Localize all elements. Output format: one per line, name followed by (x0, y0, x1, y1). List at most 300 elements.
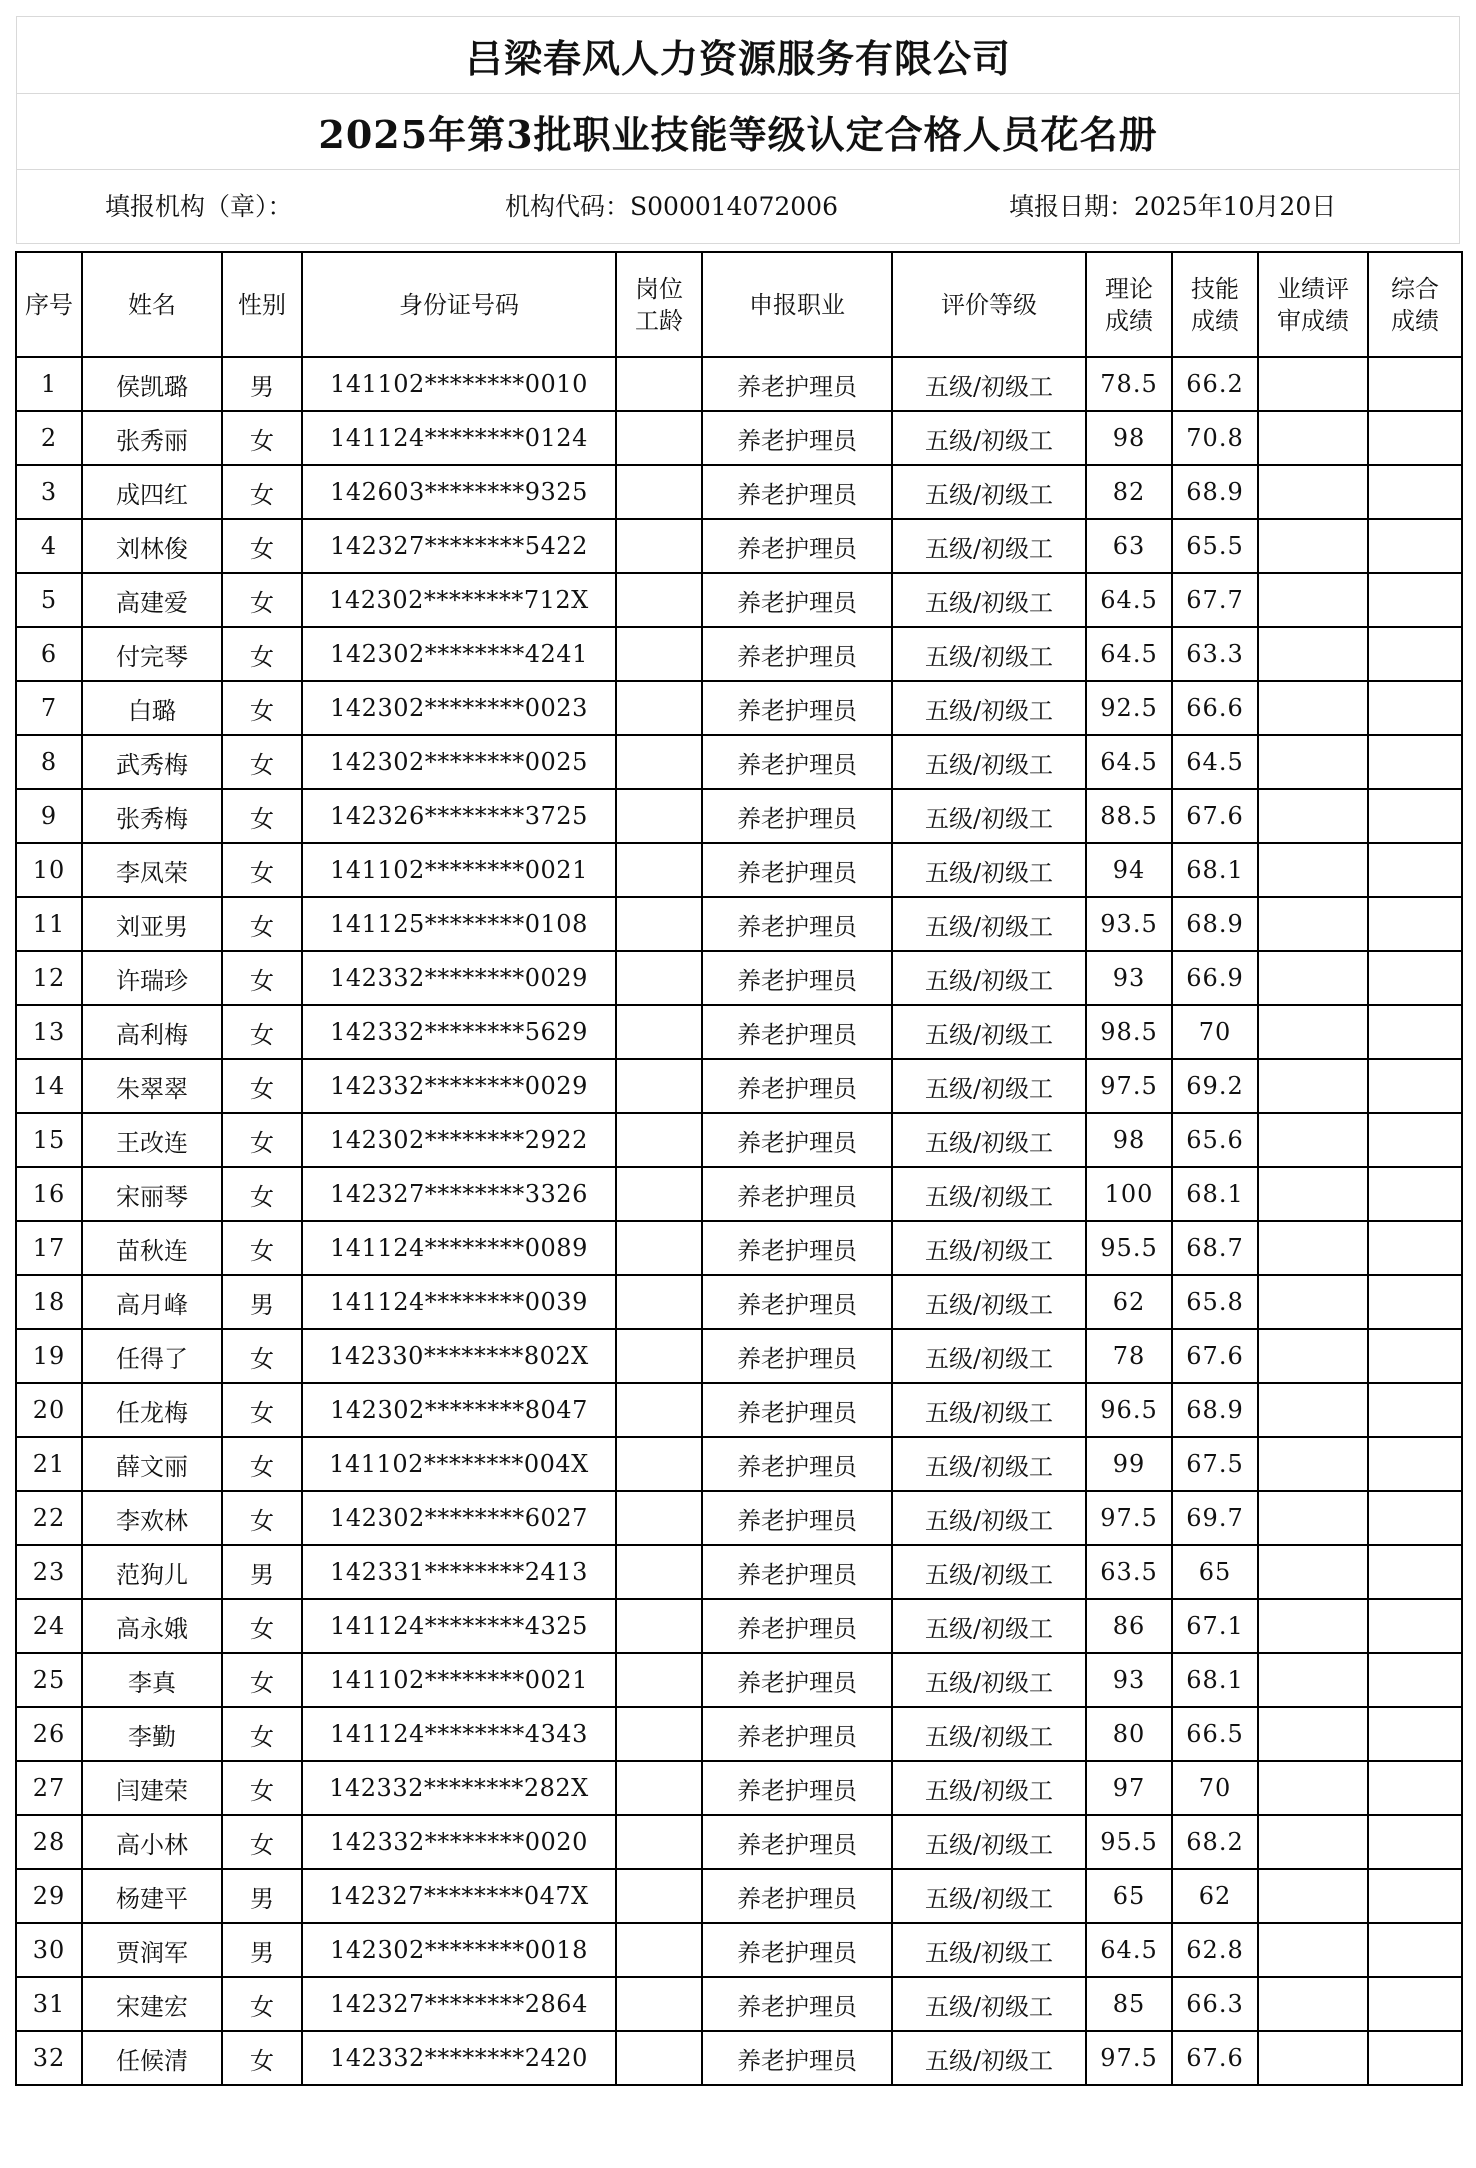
cell-review-score (1258, 357, 1368, 411)
cell-seq: 27 (16, 1761, 82, 1815)
cell-seq: 2 (16, 411, 82, 465)
cell-skill-score: 66.2 (1172, 357, 1258, 411)
cell-gender: 女 (222, 1059, 302, 1113)
table-row (16, 2031, 1462, 2085)
table-row (16, 627, 1462, 681)
cell-skill-score: 67.6 (1172, 1329, 1258, 1383)
cell-gender: 女 (222, 1491, 302, 1545)
cell-seq: 10 (16, 843, 82, 897)
cell-total-score (1368, 1491, 1462, 1545)
cell-occupation: 养老护理员 (702, 681, 892, 735)
col-header-level: 评价等级 (892, 252, 1086, 357)
cell-review-score (1258, 1923, 1368, 1977)
col-header-tenure (616, 252, 702, 357)
cell-total-score (1368, 951, 1462, 1005)
cell-id-number: 141102********0021 (302, 1653, 616, 1707)
cell-occupation: 养老护理员 (702, 1491, 892, 1545)
cell-id-number: 142302********8047 (302, 1383, 616, 1437)
cell-total-score (1368, 1815, 1462, 1869)
cell-occupation: 养老护理员 (702, 2031, 892, 2085)
cell-total-score (1368, 357, 1462, 411)
cell-tenure (616, 1707, 702, 1761)
cell-tenure (616, 1221, 702, 1275)
table-row (16, 1977, 1462, 2031)
cell-tenure (616, 1275, 702, 1329)
cell-seq: 11 (16, 897, 82, 951)
table-row (16, 357, 1462, 411)
cell-total-score (1368, 1005, 1462, 1059)
table-row (16, 1059, 1462, 1113)
cell-total-score (1368, 411, 1462, 465)
cell-gender: 女 (222, 627, 302, 681)
cell-total-score (1368, 1977, 1462, 2031)
cell-theory-score: 97.5 (1086, 2031, 1172, 2085)
cell-tenure (616, 843, 702, 897)
cell-total-score (1368, 573, 1462, 627)
cell-gender: 女 (222, 789, 302, 843)
cell-theory-score: 82 (1086, 465, 1172, 519)
cell-theory-score: 86 (1086, 1599, 1172, 1653)
cell-total-score (1368, 627, 1462, 681)
cell-skill-score: 67.7 (1172, 573, 1258, 627)
cell-occupation: 养老护理员 (702, 1869, 892, 1923)
roster-title: 2025年第3批职业技能等级认定合格人员花名册 (17, 93, 1459, 170)
table-row (16, 1545, 1462, 1599)
cell-occupation: 养老护理员 (702, 357, 892, 411)
cell-skill-score: 64.5 (1172, 735, 1258, 789)
cell-occupation: 养老护理员 (702, 519, 892, 573)
cell-skill-score: 67.6 (1172, 2031, 1258, 2085)
cell-gender: 女 (222, 1167, 302, 1221)
col-header-seq: 序号 (16, 252, 82, 357)
cell-level: 五级/初级工 (892, 1491, 1086, 1545)
cell-skill-score: 65.5 (1172, 519, 1258, 573)
col-header-total (1368, 252, 1462, 357)
cell-level: 五级/初级工 (892, 1869, 1086, 1923)
cell-name: 张秀丽 (82, 411, 222, 465)
cell-name: 任得了 (82, 1329, 222, 1383)
cell-level: 五级/初级工 (892, 951, 1086, 1005)
table-row (16, 573, 1462, 627)
cell-review-score (1258, 1113, 1368, 1167)
cell-theory-score: 94 (1086, 843, 1172, 897)
cell-review-score (1258, 411, 1368, 465)
cell-skill-score: 66.5 (1172, 1707, 1258, 1761)
cell-skill-score: 69.7 (1172, 1491, 1258, 1545)
cell-gender: 女 (222, 1221, 302, 1275)
cell-seq: 9 (16, 789, 82, 843)
cell-name: 苗秋连 (82, 1221, 222, 1275)
cell-level: 五级/初级工 (892, 1275, 1086, 1329)
cell-seq: 8 (16, 735, 82, 789)
cell-tenure (616, 465, 702, 519)
cell-id-number: 141124********0124 (302, 411, 616, 465)
cell-seq: 28 (16, 1815, 82, 1869)
cell-id-number: 141102********0010 (302, 357, 616, 411)
col-header-skill-l1: 技能 (1191, 274, 1239, 303)
table-row (16, 1761, 1462, 1815)
cell-tenure (616, 1815, 702, 1869)
cell-level: 五级/初级工 (892, 1923, 1086, 1977)
cell-theory-score: 98 (1086, 411, 1172, 465)
cell-tenure (616, 1545, 702, 1599)
table-row (16, 1923, 1462, 1977)
cell-level: 五级/初级工 (892, 1167, 1086, 1221)
filing-info (17, 169, 1459, 245)
cell-name: 李勤 (82, 1707, 222, 1761)
col-header-review-l1: 业绩评 (1277, 274, 1349, 303)
cell-occupation: 养老护理员 (702, 1653, 892, 1707)
cell-theory-score: 95.5 (1086, 1221, 1172, 1275)
cell-skill-score: 68.9 (1172, 465, 1258, 519)
cell-total-score (1368, 1275, 1462, 1329)
cell-occupation: 养老护理员 (702, 843, 892, 897)
cell-gender: 男 (222, 1869, 302, 1923)
cell-seq: 15 (16, 1113, 82, 1167)
table-row (16, 1167, 1462, 1221)
cell-review-score (1258, 1491, 1368, 1545)
cell-seq: 23 (16, 1545, 82, 1599)
cell-gender: 女 (222, 1977, 302, 2031)
cell-skill-score: 68.9 (1172, 1383, 1258, 1437)
cell-id-number: 142330********802X (302, 1329, 616, 1383)
cell-name: 高小林 (82, 1815, 222, 1869)
cell-seq: 16 (16, 1167, 82, 1221)
cell-occupation: 养老护理员 (702, 411, 892, 465)
cell-gender: 女 (222, 411, 302, 465)
cell-occupation: 养老护理员 (702, 573, 892, 627)
cell-review-score (1258, 627, 1368, 681)
cell-occupation: 养老护理员 (702, 1707, 892, 1761)
table-row (16, 735, 1462, 789)
cell-level: 五级/初级工 (892, 681, 1086, 735)
col-header-skill-l2: 成绩 (1191, 306, 1239, 335)
cell-gender: 女 (222, 1005, 302, 1059)
company-name: 吕梁春风人力资源服务有限公司 (17, 17, 1459, 94)
cell-theory-score: 64.5 (1086, 627, 1172, 681)
cell-seq: 7 (16, 681, 82, 735)
cell-theory-score: 95.5 (1086, 1815, 1172, 1869)
cell-tenure (616, 627, 702, 681)
cell-id-number: 142302********6027 (302, 1491, 616, 1545)
cell-total-score (1368, 465, 1462, 519)
cell-tenure (616, 519, 702, 573)
cell-name: 任候清 (82, 2031, 222, 2085)
cell-review-score (1258, 1275, 1368, 1329)
cell-review-score (1258, 951, 1368, 1005)
cell-id-number: 141124********4325 (302, 1599, 616, 1653)
cell-review-score (1258, 1869, 1368, 1923)
cell-seq: 3 (16, 465, 82, 519)
cell-skill-score: 68.1 (1172, 1167, 1258, 1221)
cell-occupation: 养老护理员 (702, 1383, 892, 1437)
cell-level: 五级/初级工 (892, 1383, 1086, 1437)
cell-skill-score: 67.1 (1172, 1599, 1258, 1653)
table-row (16, 681, 1462, 735)
cell-seq: 5 (16, 573, 82, 627)
cell-id-number: 142332********0029 (302, 951, 616, 1005)
cell-level: 五级/初级工 (892, 1221, 1086, 1275)
cell-id-number: 141124********4343 (302, 1707, 616, 1761)
cell-gender: 女 (222, 2031, 302, 2085)
cell-name: 许瑞珍 (82, 951, 222, 1005)
cell-level: 五级/初级工 (892, 465, 1086, 519)
cell-occupation: 养老护理员 (702, 789, 892, 843)
table-row (16, 1437, 1462, 1491)
cell-occupation: 养老护理员 (702, 465, 892, 519)
cell-theory-score: 63 (1086, 519, 1172, 573)
cell-review-score (1258, 1545, 1368, 1599)
cell-name: 范狗儿 (82, 1545, 222, 1599)
cell-occupation: 养老护理员 (702, 1599, 892, 1653)
cell-skill-score: 70 (1172, 1005, 1258, 1059)
cell-gender: 男 (222, 357, 302, 411)
cell-skill-score: 69.2 (1172, 1059, 1258, 1113)
cell-seq: 4 (16, 519, 82, 573)
filing-date: 填报日期：2025年10月20日 (1009, 192, 1337, 221)
cell-name: 任龙梅 (82, 1383, 222, 1437)
cell-level: 五级/初级工 (892, 573, 1086, 627)
cell-name: 贾润军 (82, 1923, 222, 1977)
cell-level: 五级/初级工 (892, 1005, 1086, 1059)
cell-tenure (616, 411, 702, 465)
cell-occupation: 养老护理员 (702, 1275, 892, 1329)
cell-theory-score: 63.5 (1086, 1545, 1172, 1599)
cell-theory-score: 99 (1086, 1437, 1172, 1491)
table-row (16, 843, 1462, 897)
cell-level: 五级/初级工 (892, 1329, 1086, 1383)
cell-seq: 17 (16, 1221, 82, 1275)
cell-total-score (1368, 1761, 1462, 1815)
cell-name: 闫建荣 (82, 1761, 222, 1815)
cell-review-score (1258, 1653, 1368, 1707)
cell-name: 成四红 (82, 465, 222, 519)
cell-theory-score: 62 (1086, 1275, 1172, 1329)
cell-gender: 男 (222, 1545, 302, 1599)
cell-skill-score: 68.1 (1172, 1653, 1258, 1707)
cell-id-number: 142326********3725 (302, 789, 616, 843)
col-header-gender: 性别 (222, 252, 302, 357)
table-row (16, 897, 1462, 951)
cell-seq: 30 (16, 1923, 82, 1977)
cell-tenure (616, 1329, 702, 1383)
cell-level: 五级/初级工 (892, 1815, 1086, 1869)
cell-id-number: 142302********0023 (302, 681, 616, 735)
cell-seq: 18 (16, 1275, 82, 1329)
cell-skill-score: 70 (1172, 1761, 1258, 1815)
table-row (16, 411, 1462, 465)
cell-occupation: 养老护理员 (702, 1005, 892, 1059)
cell-name: 高利梅 (82, 1005, 222, 1059)
col-header-tenure-l2: 工龄 (635, 306, 683, 335)
col-header-tenure-l1: 岗位 (635, 274, 683, 303)
cell-theory-score: 88.5 (1086, 789, 1172, 843)
cell-seq: 12 (16, 951, 82, 1005)
cell-total-score (1368, 735, 1462, 789)
cell-total-score (1368, 1383, 1462, 1437)
cell-theory-score: 97.5 (1086, 1059, 1172, 1113)
cell-seq: 21 (16, 1437, 82, 1491)
cell-gender: 女 (222, 1599, 302, 1653)
cell-review-score (1258, 735, 1368, 789)
cell-theory-score: 64.5 (1086, 1923, 1172, 1977)
cell-gender: 女 (222, 1113, 302, 1167)
cell-tenure (616, 1167, 702, 1221)
cell-occupation: 养老护理员 (702, 1815, 892, 1869)
col-header-review-l2: 审成绩 (1277, 306, 1349, 335)
cell-tenure (616, 1383, 702, 1437)
cell-name: 高月峰 (82, 1275, 222, 1329)
cell-gender: 女 (222, 843, 302, 897)
cell-id-number: 142302********4241 (302, 627, 616, 681)
cell-seq: 22 (16, 1491, 82, 1545)
cell-gender: 女 (222, 1383, 302, 1437)
cell-gender: 女 (222, 951, 302, 1005)
cell-name: 李凤荣 (82, 843, 222, 897)
cell-seq: 24 (16, 1599, 82, 1653)
table-row (16, 1599, 1462, 1653)
cell-theory-score: 64.5 (1086, 573, 1172, 627)
cell-review-score (1258, 2031, 1368, 2085)
cell-total-score (1368, 789, 1462, 843)
table-row (16, 789, 1462, 843)
roster-table (15, 251, 1463, 2086)
cell-tenure (616, 1977, 702, 2031)
cell-id-number: 142302********0025 (302, 735, 616, 789)
cell-id-number: 142327********047X (302, 1869, 616, 1923)
cell-seq: 20 (16, 1383, 82, 1437)
cell-id-number: 142332********0029 (302, 1059, 616, 1113)
cell-seq: 32 (16, 2031, 82, 2085)
cell-name: 刘亚男 (82, 897, 222, 951)
cell-total-score (1368, 1599, 1462, 1653)
cell-theory-score: 65 (1086, 1869, 1172, 1923)
cell-seq: 26 (16, 1707, 82, 1761)
cell-name: 李欢林 (82, 1491, 222, 1545)
cell-level: 五级/初级工 (892, 735, 1086, 789)
cell-review-score (1258, 1329, 1368, 1383)
cell-level: 五级/初级工 (892, 1707, 1086, 1761)
cell-id-number: 142603********9325 (302, 465, 616, 519)
col-header-theory-l2: 成绩 (1105, 306, 1153, 335)
cell-review-score (1258, 1059, 1368, 1113)
col-header-review (1258, 252, 1368, 357)
cell-seq: 25 (16, 1653, 82, 1707)
cell-seq: 1 (16, 357, 82, 411)
cell-name: 高永娥 (82, 1599, 222, 1653)
cell-review-score (1258, 1599, 1368, 1653)
cell-level: 五级/初级工 (892, 1113, 1086, 1167)
cell-id-number: 142302********712X (302, 573, 616, 627)
cell-occupation: 养老护理员 (702, 1167, 892, 1221)
cell-level: 五级/初级工 (892, 1545, 1086, 1599)
col-header-id: 身份证号码 (302, 252, 616, 357)
cell-id-number: 142332********282X (302, 1761, 616, 1815)
cell-gender: 女 (222, 1707, 302, 1761)
cell-level: 五级/初级工 (892, 627, 1086, 681)
cell-tenure (616, 573, 702, 627)
cell-total-score (1368, 2031, 1462, 2085)
cell-gender: 女 (222, 465, 302, 519)
cell-total-score (1368, 1329, 1462, 1383)
cell-level: 五级/初级工 (892, 1761, 1086, 1815)
cell-level: 五级/初级工 (892, 1977, 1086, 2031)
cell-theory-score: 78 (1086, 1329, 1172, 1383)
cell-gender: 男 (222, 1923, 302, 1977)
cell-total-score (1368, 1059, 1462, 1113)
cell-seq: 13 (16, 1005, 82, 1059)
cell-total-score (1368, 1113, 1462, 1167)
cell-total-score (1368, 1923, 1462, 1977)
table-row (16, 951, 1462, 1005)
cell-theory-score: 93 (1086, 1653, 1172, 1707)
table-row (16, 465, 1462, 519)
table-row (16, 1707, 1462, 1761)
cell-tenure (616, 897, 702, 951)
cell-skill-score: 68.9 (1172, 897, 1258, 951)
document-header (16, 16, 1460, 244)
cell-total-score (1368, 1167, 1462, 1221)
cell-name: 付完琴 (82, 627, 222, 681)
cell-level: 五级/初级工 (892, 519, 1086, 573)
cell-tenure (616, 1761, 702, 1815)
cell-id-number: 142302********2922 (302, 1113, 616, 1167)
cell-gender: 女 (222, 573, 302, 627)
cell-name: 朱翠翠 (82, 1059, 222, 1113)
cell-seq: 6 (16, 627, 82, 681)
cell-theory-score: 92.5 (1086, 681, 1172, 735)
cell-review-score (1258, 897, 1368, 951)
cell-name: 宋丽琴 (82, 1167, 222, 1221)
cell-name: 宋建宏 (82, 1977, 222, 2031)
cell-level: 五级/初级工 (892, 1653, 1086, 1707)
cell-gender: 女 (222, 735, 302, 789)
cell-review-score (1258, 1761, 1368, 1815)
cell-theory-score: 97 (1086, 1761, 1172, 1815)
table-row (16, 1653, 1462, 1707)
cell-occupation: 养老护理员 (702, 1221, 892, 1275)
cell-skill-score: 65 (1172, 1545, 1258, 1599)
cell-review-score (1258, 1977, 1368, 2031)
cell-id-number: 142332********5629 (302, 1005, 616, 1059)
cell-occupation: 养老护理员 (702, 1329, 892, 1383)
cell-theory-score: 93 (1086, 951, 1172, 1005)
cell-seq: 14 (16, 1059, 82, 1113)
cell-skill-score: 70.8 (1172, 411, 1258, 465)
cell-seq: 29 (16, 1869, 82, 1923)
cell-gender: 女 (222, 519, 302, 573)
cell-skill-score: 68.7 (1172, 1221, 1258, 1275)
table-row (16, 1005, 1462, 1059)
table-row (16, 519, 1462, 573)
cell-occupation: 养老护理员 (702, 1437, 892, 1491)
cell-name: 武秀梅 (82, 735, 222, 789)
table-row (16, 1491, 1462, 1545)
cell-occupation: 养老护理员 (702, 627, 892, 681)
cell-review-score (1258, 1707, 1368, 1761)
cell-id-number: 142302********0018 (302, 1923, 616, 1977)
table-row (16, 1383, 1462, 1437)
cell-name: 王改连 (82, 1113, 222, 1167)
cell-tenure (616, 789, 702, 843)
cell-name: 薛文丽 (82, 1437, 222, 1491)
cell-name: 李真 (82, 1653, 222, 1707)
table-row (16, 1275, 1462, 1329)
cell-level: 五级/初级工 (892, 357, 1086, 411)
cell-name: 杨建平 (82, 1869, 222, 1923)
filing-unit-label: 填报机构（章）： (105, 192, 293, 221)
cell-total-score (1368, 1437, 1462, 1491)
